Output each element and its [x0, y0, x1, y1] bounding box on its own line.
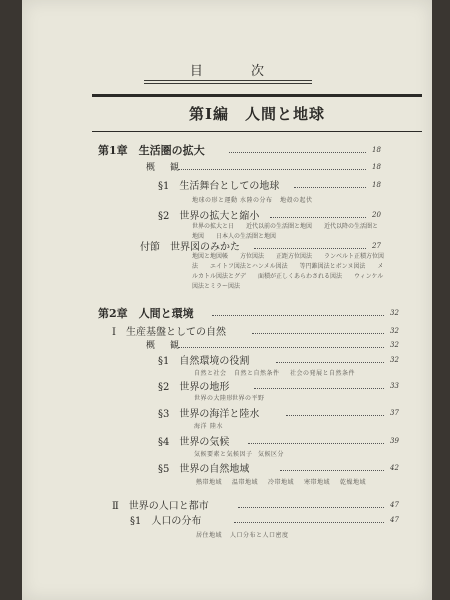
- entry-label: §5 世界の自然地域: [158, 464, 250, 475]
- entry-label: §1 自然環境の役割: [158, 356, 250, 367]
- leader-dots: [234, 522, 384, 523]
- page-title: 目 次: [189, 64, 287, 79]
- entry-label: Ⅱ 世界の人口と都市: [112, 501, 209, 512]
- leader-dots: [294, 187, 366, 188]
- subtopic: 気候要素と気候因子: [194, 451, 253, 458]
- leader-dots: [280, 470, 384, 471]
- leader-dots: [254, 388, 384, 389]
- subtopic: 気候区分: [258, 451, 285, 458]
- page-number: 33: [390, 382, 399, 390]
- page-number: 32: [390, 356, 399, 364]
- subtopic: 水陸の分布: [240, 197, 273, 204]
- leader-dots: [178, 169, 366, 170]
- page-number: 47: [390, 516, 399, 524]
- entry-label: §4 世界の気候: [158, 437, 230, 448]
- leader-dots: [248, 443, 384, 444]
- subtopic: 海洋: [194, 423, 208, 430]
- subtopic: 自然と自然条件: [234, 370, 280, 377]
- part-heading-bottom-rule: [92, 131, 422, 132]
- page-number: 20: [372, 211, 381, 219]
- page-number: 32: [390, 327, 399, 335]
- subtopic: 乾燥地域: [340, 479, 367, 486]
- subtopic: 地殻の起伏: [280, 197, 313, 204]
- page-number: 47: [390, 501, 399, 509]
- leader-dots: [254, 248, 366, 249]
- subtopic: 世界の平野: [232, 395, 265, 402]
- page-number: 42: [390, 464, 399, 472]
- page-number: 27: [372, 242, 381, 250]
- book-page: [22, 0, 432, 600]
- subtopic: 自然と社会: [194, 370, 227, 377]
- part-title: 第Ⅰ編 人間と地球: [188, 105, 326, 123]
- chapter-label: 第2章 人間と環境: [98, 307, 194, 320]
- subtopic: 冷帯地域: [268, 479, 295, 486]
- subtopic: 社会の発展と自然条件: [290, 370, 356, 377]
- leader-dots: [229, 152, 366, 153]
- leader-dots: [212, 315, 384, 316]
- part-heading-top-rule: [92, 94, 422, 97]
- page-number: 32: [390, 341, 399, 349]
- leader-dots: [252, 333, 384, 334]
- toc-subtopics: 世界の拡大と日 近代以前の生活圏と地図 近代以降の生活圏と地図 日本人の生活圏と地図: [192, 223, 379, 240]
- entry-label: §3 世界の海洋と陸水: [158, 409, 260, 420]
- entry-label: 付節 世界図のみかた: [140, 242, 240, 253]
- entry-label: Ⅰ 生産基盤としての自然: [112, 327, 226, 338]
- page-number: 18: [372, 163, 381, 171]
- page-number: 37: [390, 409, 399, 417]
- part-heading-box: [92, 94, 422, 132]
- leader-dots: [286, 415, 384, 416]
- entry-label: §2 世界の地形: [158, 382, 230, 393]
- entry-label: §1 生活舞台としての地球: [158, 181, 280, 192]
- leader-dots: [238, 507, 384, 508]
- title-underline-second: [144, 83, 312, 84]
- page-number: 39: [390, 437, 399, 445]
- entry-label: §1 人口の分布: [130, 516, 202, 527]
- subtopic: 世界の大陸形: [194, 395, 234, 402]
- leader-dots: [178, 347, 384, 348]
- subtopic: 寒帯地域: [304, 479, 331, 486]
- page-number: 18: [372, 181, 381, 189]
- entry-label: 概 観: [146, 341, 183, 351]
- title-underline: [144, 80, 312, 81]
- leader-dots: [276, 362, 384, 363]
- subtopic: 熱帯地域: [196, 479, 223, 486]
- subtopic: 地球の形と運動: [192, 197, 238, 204]
- leader-dots: [270, 217, 366, 218]
- subtopic: 居住地域: [196, 532, 223, 539]
- chapter-label: 第1章 生活圏の拡大: [98, 144, 205, 157]
- subtopic: 陸水: [210, 423, 224, 430]
- subtopic: 温帯地域: [232, 479, 259, 486]
- subtopic: 人口分布と人口密度: [230, 532, 289, 539]
- entry-label: §2 世界の拡大と縮小: [158, 211, 260, 222]
- page-number: 18: [372, 146, 381, 154]
- entry-label: 概 観: [146, 163, 183, 173]
- page-number: 32: [390, 309, 399, 317]
- toc-subtopics: 地図と地図帳 方位図法 正距方位図法 ランベルト正積方位図法 エイトフ図法とハンメル図法 等円錐図法とボンヌ図法 メルカトル図法とグデ 面積が正しくあらわされる図法 ウィンケル図法とミラー図法: [192, 253, 385, 290]
